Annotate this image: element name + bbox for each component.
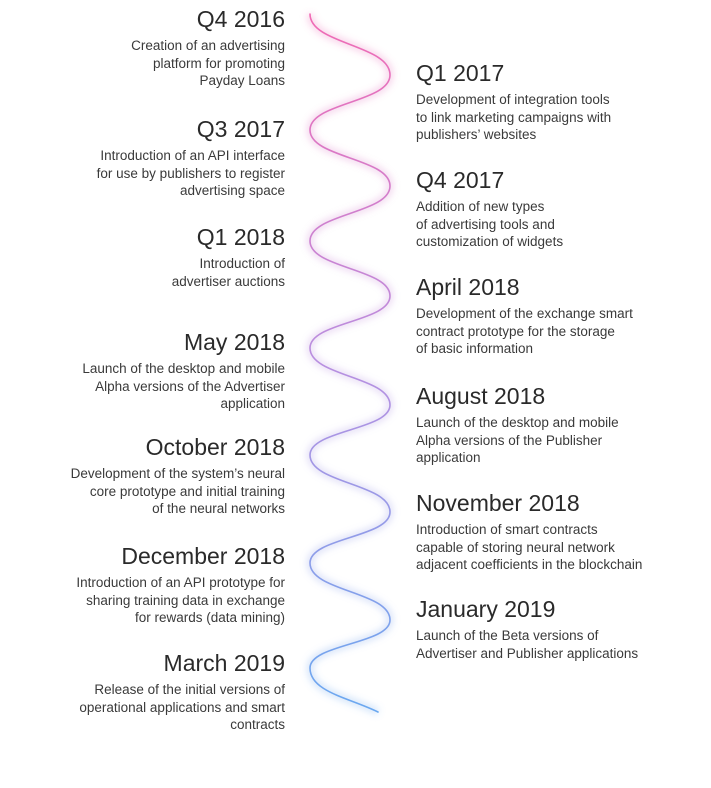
milestone-description-line: Release of the initial versions of [94,682,285,697]
milestone-description [416,627,638,662]
milestone-description-line: application [220,396,285,411]
milestone-description-line: Alpha versions of the Publisher [416,432,603,448]
milestone-title: November 2018 [416,490,580,516]
milestone-description-line: for rewards (data mining) [134,610,285,625]
milestone-description-line: Addition of new types [416,199,545,214]
milestone-description [79,681,285,734]
milestone-description-line: Launch of the Beta versions of [416,628,599,643]
milestone-may-2018 [82,329,285,413]
milestone-description [416,91,611,144]
milestone-title: Q1 2018 [196,224,285,250]
milestone-description-line: Development of integration tools [416,92,610,107]
milestone-description-line: to link marketing campaigns with [416,109,612,125]
timeline-wave-line [310,14,390,712]
milestone-description-line: of the neural networks [152,501,285,516]
milestone-q1-2017 [416,60,611,144]
milestone-description-line: core prototype and initial training [89,483,285,499]
milestone-description-line: Alpha versions of the Advertiser [95,378,285,394]
milestone-description [131,37,285,90]
milestone-august-2018 [416,383,619,467]
milestone-description [76,574,285,627]
milestone-description-line: Payday Loans [199,73,285,88]
milestone-description [416,521,642,574]
milestone-title: March 2019 [163,650,285,676]
milestone-title: August 2018 [416,383,546,409]
milestone-description-line: advertising space [179,183,285,198]
timeline-wave-glow [310,14,390,712]
milestone-description-line: contracts [230,717,285,732]
milestone-description-line: capable of storing neural network [416,539,615,555]
milestone-description-line: Launch of the desktop and mobile [82,361,285,376]
milestone-title: April 2018 [416,274,520,300]
milestone-description-line: application [416,450,481,465]
milestone-description-line: Development of the system’s neural [70,466,285,481]
milestone-january-2019 [416,596,638,662]
milestone-description-line: operational applications and smart [79,699,285,715]
milestone-description-line: sharing training data in exchange [86,592,285,608]
milestone-november-2018 [416,490,642,574]
milestone-title: Q1 2017 [416,60,505,86]
milestone-description-line: for use by publishers to register [96,165,285,181]
milestone-description-line: of advertising tools and [416,216,555,232]
milestone-description-line: Creation of an advertising [131,38,285,53]
milestone-description-line: Introduction of an API prototype for [76,575,285,590]
milestone-description-line: Launch of the desktop and mobile [416,415,619,430]
milestone-q4-2017 [416,167,563,251]
milestone-description [172,255,285,290]
milestone-description-line: adjacent coefficients in the blockchain [416,557,643,572]
milestone-description-line: contract prototype for the storage [416,323,615,339]
milestone-q1-2018 [172,224,285,290]
milestone-q4-2016 [131,6,285,90]
milestone-title: December 2018 [121,543,285,569]
milestone-title: Q4 2017 [416,167,505,193]
milestone-q3-2017 [97,116,285,200]
milestone-description-line: Introduction of an API interface [100,148,285,163]
milestone-title: May 2018 [183,329,285,355]
milestone-description [71,465,285,518]
milestone-title: Q3 2017 [196,116,285,142]
milestone-description-line: advertiser auctions [171,273,285,289]
milestone-description [82,360,285,413]
milestone-october-2018 [71,434,285,518]
milestone-description-line: Advertiser and Publisher applications [416,645,639,661]
milestone-march-2019 [79,650,285,734]
milestone-description [97,147,285,200]
milestone-description [416,305,633,358]
milestone-description-line: Introduction of smart contracts [416,522,598,537]
milestone-december-2018 [76,543,285,627]
milestone-description-line: of basic information [416,341,534,356]
milestone-description [416,198,563,251]
milestone-title: October 2018 [145,434,285,460]
milestone-april-2018 [416,274,633,358]
milestone-description-line: customization of widgets [416,234,564,249]
milestone-title: January 2019 [416,596,556,622]
milestone-description-line: Introduction of [199,256,285,271]
milestone-description-line: platform for promoting [152,55,285,71]
milestone-description [416,414,619,467]
milestone-description-line: Development of the exchange smart [416,306,633,321]
milestone-title: Q4 2016 [196,6,285,32]
milestone-description-line: publishers’ websites [416,127,537,142]
